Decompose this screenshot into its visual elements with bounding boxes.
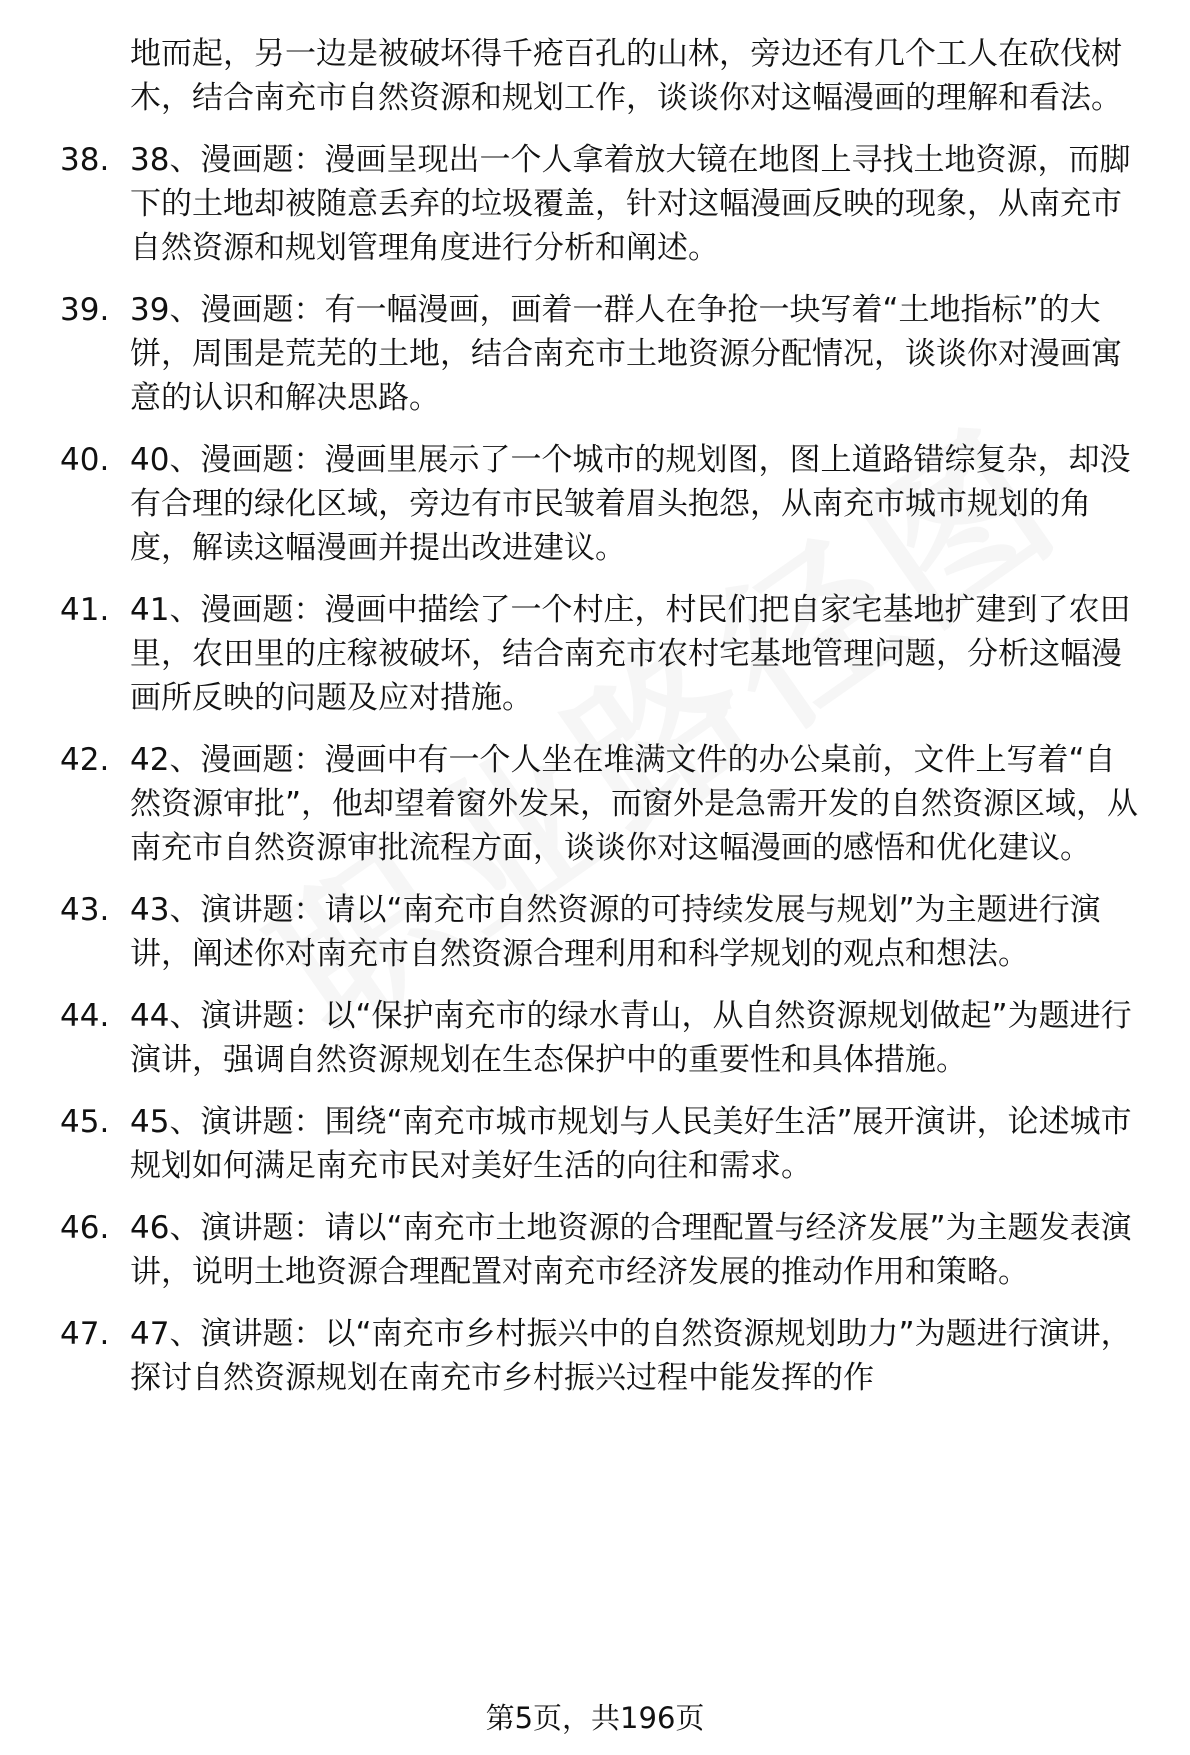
list-item: [60, 288, 1140, 420]
item-text: 38、漫画题：漫画呈现出一个人拿着放大镜在地图上寻找土地资源，而脚下的土地却被随意丢弃的垃圾覆盖，针对这幅漫画反映的现象，从南充市自然资源和规划管理角度进行分析和阐述。: [130, 142, 1131, 266]
item-number: 46.: [60, 1210, 110, 1246]
list-item-continuation: [60, 32, 1140, 120]
item-text: 46、演讲题：请以“南充市土地资源的合理配置与经济发展”为主题发表演讲，说明土地资源合理配置对南充市经济发展的推动作用和策略。: [130, 1210, 1132, 1290]
item-text: 40、漫画题：漫画里展示了一个城市的规划图，图上道路错综复杂，却没有合理的绿化区域，旁边有市民皱着眉头抱怨，从南充市城市规划的角度，解读这幅漫画并提出改进建议。: [130, 442, 1131, 566]
item-number: 47.: [60, 1316, 110, 1352]
item-number: 44.: [60, 998, 110, 1034]
item-text: 42、漫画题：漫画中有一个人坐在堆满文件的办公桌前，文件上写着“自然资源审批”，他却望着窗外发呆，而窗外是急需开发的自然资源区域，从南充市自然资源审批流程方面，谈谈你对这幅漫画的感悟和优化建议。: [130, 742, 1139, 866]
list-item: [60, 588, 1140, 720]
list-item: [60, 1312, 1140, 1400]
list-item: [60, 438, 1140, 570]
item-text: 47、演讲题：以“南充市乡村振兴中的自然资源规划助力”为题进行演讲，探讨自然资源规划在南充市乡村振兴过程中能发挥的作: [130, 1316, 1132, 1396]
continuation-text: 地而起，另一边是被破坏得千疮百孔的山林，旁边还有几个工人在砍伐树木，结合南充市自然资源和规划工作，谈谈你对这幅漫画的理解和看法。: [130, 36, 1122, 116]
list-item: [60, 138, 1140, 270]
item-text: 45、演讲题：围绕“南充市城市规划与人民美好生活”展开演讲，论述城市规划如何满足南充市民对美好生活的向往和需求。: [130, 1104, 1132, 1184]
item-text: 41、漫画题：漫画中描绘了一个村庄，村民们把自家宅基地扩建到了农田里，农田里的庄稼被破坏，结合南充市农村宅基地管理问题，分析这幅漫画所反映的问题及应对措施。: [130, 592, 1131, 716]
item-number: 39.: [60, 292, 110, 328]
item-number: 45.: [60, 1104, 110, 1140]
page-footer: 第5页，共196页: [485, 1701, 705, 1735]
item-number: 40.: [60, 442, 110, 478]
list-item: [60, 1206, 1140, 1294]
list-item: [60, 1100, 1140, 1188]
item-text: 39、漫画题：有一幅漫画，画着一群人在争抢一块写着“土地指标”的大饼，周围是荒芜的土地，结合南充市土地资源分配情况，谈谈你对漫画寓意的认识和解决思路。: [130, 292, 1122, 416]
list-item: [60, 888, 1140, 976]
item-number: 42.: [60, 742, 110, 778]
question-list: [60, 32, 1140, 1418]
list-item: [60, 738, 1140, 870]
item-text: 43、演讲题：请以“南充市自然资源的可持续发展与规划”为主题进行演讲，阐述你对南充市自然资源合理利用和科学规划的观点和想法。: [130, 892, 1101, 972]
list-item: [60, 994, 1140, 1082]
item-text: 44、演讲题：以“保护南充市的绿水青山，从自然资源规划做起”为题进行演讲，强调自然资源规划在生态保护中的重要性和具体措施。: [130, 998, 1132, 1078]
item-number: 43.: [60, 892, 110, 928]
item-number: 41.: [60, 592, 110, 628]
item-number: 38.: [60, 142, 110, 178]
